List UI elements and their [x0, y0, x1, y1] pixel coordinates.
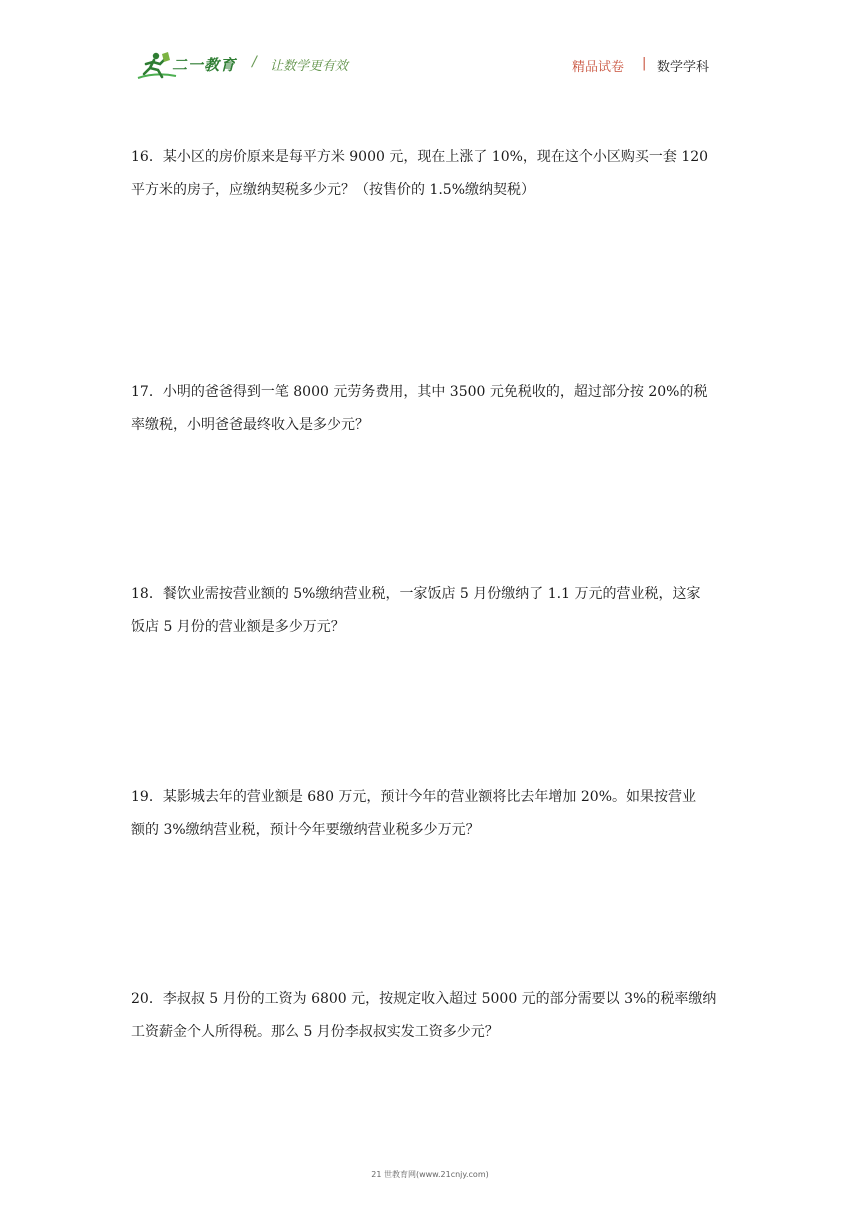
header-tag-premium: 精品试卷 [572, 60, 625, 75]
question-17 [131, 376, 731, 442]
question-19 [131, 781, 731, 847]
logo-text: 二一教育 [172, 56, 237, 74]
header-tag-subject: 数学学科 [657, 60, 710, 75]
page-header [0, 0, 860, 100]
header-tag-divider: | [642, 56, 647, 71]
question-line: 19．某影城去年的营业额是 680 万元，预计今年的营业额将比去年增加 20%。如果按营业 [131, 789, 697, 805]
page-footer: 21 世教育网(www.21cnjy.com) [371, 1170, 489, 1179]
question-line: 18．餐饮业需按营业额的 5%缴纳营业税，一家饭店 5 月份缴纳了 1.1 万元的营业税，这家 [131, 586, 701, 602]
question-16 [131, 141, 731, 207]
question-line: 17．小明的爸爸得到一笔 8000 元劳务费用，其中 3500 元免税收的，超过部分按 20%的税 [131, 384, 708, 400]
question-line: 工资薪金个人所得税。那么 5 月份李叔叔实发工资多少元？ [131, 1024, 499, 1040]
header-slogan: 让数学更有效 [270, 59, 349, 74]
header-slash: / [252, 54, 257, 70]
question-line: 20．李叔叔 5 月份的工资为 6800 元，按规定收入超过 5000 元的部分需要以 3%的税率缴纳 [131, 991, 717, 1007]
question-line: 平方米的房子，应缴纳契税多少元？（按售价的 1.5%缴纳契税） [131, 182, 536, 198]
question-18 [131, 578, 731, 644]
question-line: 饭店 5 月份的营业额是多少万元？ [131, 619, 345, 635]
question-line: 额的 3%缴纳营业税，预计今年要缴纳营业税多少万元？ [131, 822, 480, 838]
question-line: 16．某小区的房价原来是每平方米 9000 元，现在上涨了 10%，现在这个小区购买一套 120 [131, 149, 709, 165]
question-20 [131, 983, 731, 1049]
question-line: 率缴税，小明爸爸最终收入是多少元？ [131, 417, 369, 433]
